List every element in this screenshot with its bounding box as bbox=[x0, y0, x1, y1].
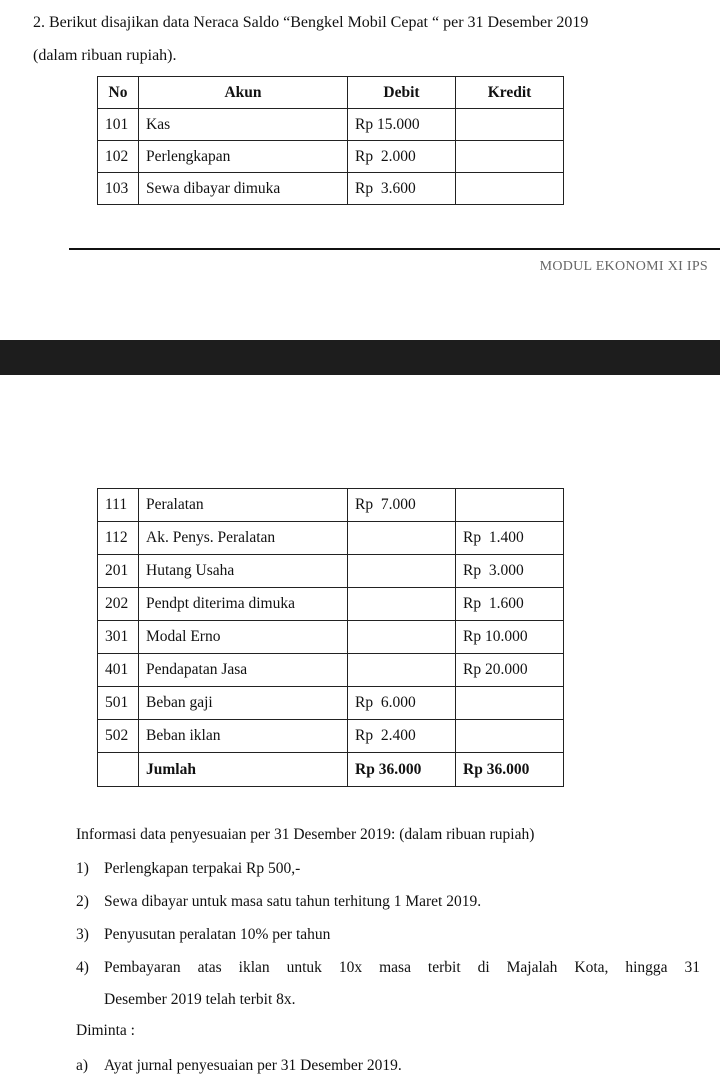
cell-akun: Ak. Penys. Peralatan bbox=[139, 522, 348, 555]
cell-debit: Rp 2.400 bbox=[348, 720, 456, 753]
diminta-label: Diminta : bbox=[76, 1022, 135, 1039]
cell-no: 101 bbox=[98, 109, 139, 141]
info-item-2 bbox=[76, 893, 481, 911]
cell-debit: Rp 15.000 bbox=[348, 109, 456, 141]
cell-no: 502 bbox=[98, 720, 139, 753]
cell-debit: Rp 3.600 bbox=[348, 173, 456, 205]
cell-kredit bbox=[456, 720, 564, 753]
cell-debit bbox=[348, 654, 456, 687]
header-kredit: Kredit bbox=[456, 77, 564, 109]
table-row bbox=[98, 687, 564, 720]
table-row bbox=[98, 720, 564, 753]
task-a bbox=[76, 1057, 402, 1075]
cell-no: 103 bbox=[98, 173, 139, 205]
cell-akun: Modal Erno bbox=[139, 621, 348, 654]
cell-debit: Rp 2.000 bbox=[348, 141, 456, 173]
page-break-band bbox=[0, 340, 720, 375]
cell-no: 202 bbox=[98, 588, 139, 621]
module-footer: MODUL EKONOMI XI IPS bbox=[539, 259, 708, 274]
cell-debit bbox=[348, 555, 456, 588]
total-no bbox=[98, 753, 139, 787]
header-no: No bbox=[98, 77, 139, 109]
page-divider bbox=[69, 248, 720, 250]
cell-kredit: Rp 3.000 bbox=[456, 555, 564, 588]
info-item-1 bbox=[76, 860, 300, 878]
table-row bbox=[98, 522, 564, 555]
table-row bbox=[98, 621, 564, 654]
cell-debit: Rp 7.000 bbox=[348, 489, 456, 522]
trial-balance-table-bottom bbox=[97, 488, 564, 787]
table-row bbox=[98, 173, 564, 205]
cell-akun: Pendpt diterima dimuka bbox=[139, 588, 348, 621]
cell-kredit bbox=[456, 141, 564, 173]
cell-no: 111 bbox=[98, 489, 139, 522]
cell-akun: Beban iklan bbox=[139, 720, 348, 753]
cell-debit bbox=[348, 621, 456, 654]
cell-kredit: Rp 1.600 bbox=[456, 588, 564, 621]
question-line-1: 2. Berikut disajikan data Neraca Saldo “Bengkel Mobil Cepat “ per 31 Desember 2019 bbox=[33, 14, 589, 31]
cell-akun: Sewa dibayar dimuka bbox=[139, 173, 348, 205]
info-item-text: Penyusutan peralatan 10% per tahun bbox=[104, 926, 331, 943]
info-item-number: 1) bbox=[76, 860, 89, 877]
task-number: a) bbox=[76, 1057, 89, 1074]
cell-akun: Beban gaji bbox=[139, 687, 348, 720]
cell-kredit: Rp 10.000 bbox=[456, 621, 564, 654]
info-item-4-continued: Desember 2019 telah terbit 8x. bbox=[104, 991, 296, 1008]
info-item-number: 2) bbox=[76, 893, 89, 910]
total-label: Jumlah bbox=[139, 753, 348, 787]
trial-balance-table-top bbox=[97, 76, 564, 205]
cell-no: 501 bbox=[98, 687, 139, 720]
cell-akun: Kas bbox=[139, 109, 348, 141]
cell-no: 102 bbox=[98, 141, 139, 173]
cell-debit bbox=[348, 522, 456, 555]
cell-akun: Peralatan bbox=[139, 489, 348, 522]
info-item-4 bbox=[76, 959, 700, 977]
cell-kredit bbox=[456, 489, 564, 522]
info-item-text: Pembayaran atas iklan untuk 10x masa terbit di Majalah Kota, hingga 31 bbox=[104, 959, 700, 976]
table-total-row bbox=[98, 753, 564, 787]
cell-debit bbox=[348, 588, 456, 621]
table-row bbox=[98, 489, 564, 522]
cell-kredit: Rp 20.000 bbox=[456, 654, 564, 687]
cell-kredit bbox=[456, 109, 564, 141]
table-row bbox=[98, 654, 564, 687]
table-row bbox=[98, 555, 564, 588]
info-item-3 bbox=[76, 926, 330, 944]
task-text: Ayat jurnal penyesuaian per 31 Desember 2019. bbox=[104, 1057, 402, 1074]
total-kredit: Rp 36.000 bbox=[456, 753, 564, 787]
header-akun: Akun bbox=[139, 77, 348, 109]
table-row bbox=[98, 141, 564, 173]
cell-debit: Rp 6.000 bbox=[348, 687, 456, 720]
table-row bbox=[98, 109, 564, 141]
total-debit: Rp 36.000 bbox=[348, 753, 456, 787]
header-debit: Debit bbox=[348, 77, 456, 109]
cell-akun: Pendapatan Jasa bbox=[139, 654, 348, 687]
cell-akun: Hutang Usaha bbox=[139, 555, 348, 588]
cell-akun: Perlengkapan bbox=[139, 141, 348, 173]
cell-no: 301 bbox=[98, 621, 139, 654]
cell-kredit: Rp 1.400 bbox=[456, 522, 564, 555]
info-item-text: Perlengkapan terpakai Rp 500,- bbox=[104, 860, 301, 877]
cell-no: 401 bbox=[98, 654, 139, 687]
cell-no: 112 bbox=[98, 522, 139, 555]
info-item-number: 4) bbox=[76, 959, 89, 976]
table-row bbox=[98, 588, 564, 621]
cell-kredit bbox=[456, 173, 564, 205]
info-item-number: 3) bbox=[76, 926, 89, 943]
cell-kredit bbox=[456, 687, 564, 720]
info-item-text: Sewa dibayar untuk masa satu tahun terhitung 1 Maret 2019. bbox=[104, 893, 482, 910]
cell-no: 201 bbox=[98, 555, 139, 588]
question-line-2: (dalam ribuan rupiah). bbox=[33, 47, 177, 64]
info-heading: Informasi data penyesuaian per 31 Desember 2019: (dalam ribuan rupiah) bbox=[76, 826, 535, 843]
table-header-row bbox=[98, 77, 564, 109]
